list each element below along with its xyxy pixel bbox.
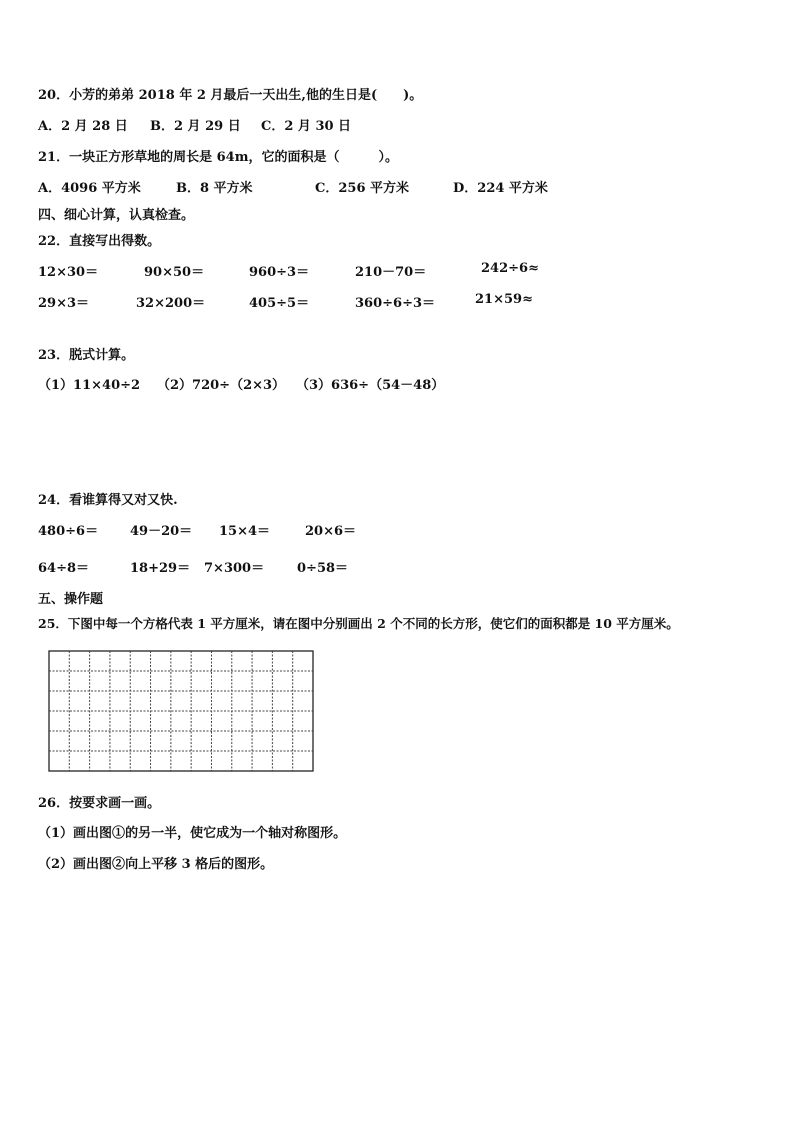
figure-2-marker: ② (112, 857, 126, 872)
q26-item-1-before: （1）画出图 (38, 826, 113, 841)
q24-item: 480÷6＝ (38, 524, 99, 539)
q26-item-1-after: 的另一半，使它成为一个轴对称图形。 (125, 826, 347, 841)
q24-item: 20×6＝ (305, 524, 357, 539)
q23-item: （2）720÷（2×3） (157, 378, 286, 393)
q26-item-2-after: 向上平移 3 格后的图形。 (125, 857, 274, 872)
q23-item: （3）636÷（54－48） (296, 378, 445, 393)
q22-stem: 22．直接写出得数。 (38, 234, 161, 249)
q20-option-b: B．2 月 29 日 (150, 119, 241, 134)
q20-stem: 20．小芳的弟弟 2018 年 2 月最后一天出生,他的生日是( )。 (38, 88, 423, 103)
section-4-heading: 四、细心计算，认真检查。 (38, 208, 195, 223)
q26-item-1 (38, 822, 346, 841)
figure-1-marker: ① (112, 826, 126, 841)
q22-item: 960÷3＝ (249, 265, 310, 280)
q22-item: 32×200＝ (136, 296, 206, 311)
q26-item-2 (38, 853, 273, 872)
q24-item: 15×4＝ (219, 524, 271, 539)
q22-item: 360÷6÷3＝ (355, 296, 436, 311)
q24-item: 49－20＝ (130, 524, 193, 539)
q25-stem: 25．下图中每一个方格代表 1 平方厘米，请在图中分别画出 2 个不同的长方形，使它们的面积都是 10 平方厘米。 (38, 616, 679, 631)
q21-stem: 21．一块正方形草地的周长是 64m，它的面积是（ ）。 (38, 150, 398, 165)
q21-option-c: C．256 平方米 (315, 181, 410, 196)
q22-item: 90×50＝ (144, 265, 205, 280)
q24-item: 0÷58＝ (297, 561, 349, 576)
q22-item: 21×59≈ (475, 292, 533, 307)
q20-option-c: C．2 月 30 日 (261, 119, 352, 134)
q21-option-d: D．224 平方米 (453, 181, 548, 196)
q24-stem: 24．看谁算得又对又快. (38, 493, 178, 508)
q20-option-a: A．2 月 28 日 (38, 119, 128, 134)
q24-item: 7×300＝ (204, 561, 265, 576)
section-5-heading: 五、操作题 (38, 592, 104, 607)
q21-option-b: B．8 平方米 (176, 181, 253, 196)
q22-item: 405÷5＝ (249, 296, 310, 311)
q26-stem: 26．按要求画一画。 (38, 796, 161, 811)
q23-item: （1）11×40÷2 (38, 378, 141, 393)
q22-item: 242÷6≈ (481, 261, 539, 276)
q23-stem: 23．脱式计算。 (38, 348, 135, 363)
q21-option-a: A．4096 平方米 (38, 181, 141, 196)
q22-item: 29×3＝ (38, 296, 90, 311)
q22-item: 210－70＝ (355, 265, 427, 280)
q24-item: 18+29＝ (130, 561, 191, 576)
square-grid (47, 648, 315, 774)
q22-item: 12×30＝ (38, 265, 99, 280)
q26-item-2-before: （2）画出图 (38, 857, 113, 872)
q24-item: 64÷8＝ (38, 561, 90, 576)
